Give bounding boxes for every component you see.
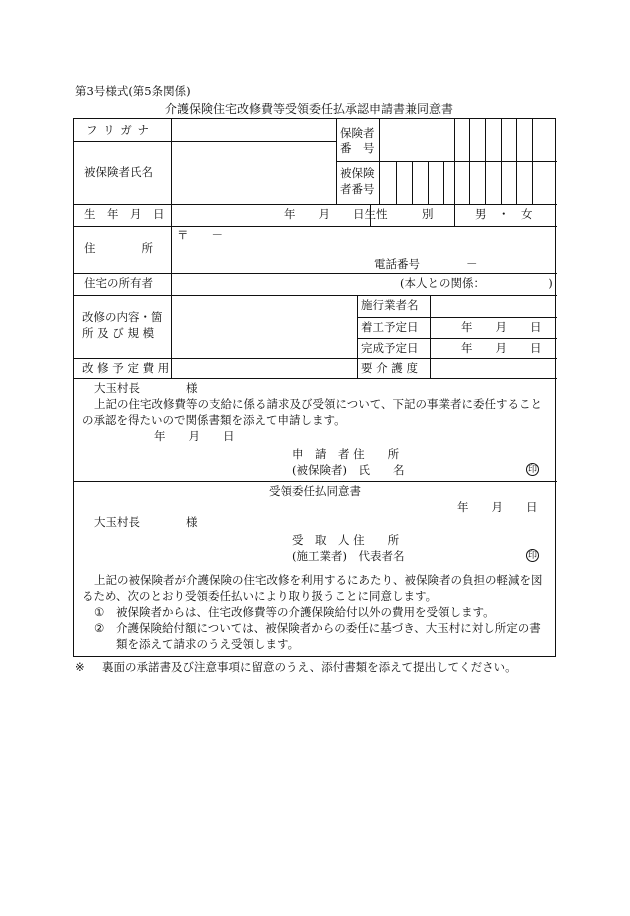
sex-label: 性 別 (376, 207, 434, 221)
request-addressee: 大玉村長 様 (94, 381, 198, 395)
consent-body: るため、次のとおり受領委任払いにより取り扱うことに同意します。 (82, 589, 438, 603)
consent-heading: 受領委任払同意書 (269, 484, 361, 498)
relation-field: (本人との関係： ) (400, 276, 553, 290)
rule (396, 161, 397, 204)
insured-number-label: 者番号 (340, 182, 375, 196)
rule (379, 119, 380, 204)
birthdate-label: 生 年 月 日 (84, 207, 165, 221)
form-code: 第3号様式(第5条関係) (75, 84, 191, 98)
contractor-name-label: 施行業者名 (361, 298, 419, 312)
rule (454, 119, 455, 204)
renovation-label: 改修の内容・箇 (82, 310, 163, 324)
rule (336, 119, 337, 204)
rule (74, 295, 557, 296)
rule (74, 358, 557, 359)
recipient-name: (施工業者) 代表者名 (292, 549, 405, 563)
postal-code-field: 〒 － (177, 228, 223, 242)
application-form (73, 118, 556, 657)
request-date: 年 月 日 (154, 429, 235, 443)
start-date-label: 着工予定日 (361, 320, 419, 334)
form-title: 介護保険住宅改修費等受領委任払承認申請書兼同意書 (165, 102, 454, 116)
address-label: 住 所 (84, 241, 153, 255)
rule (171, 119, 172, 378)
start-date-value: 年 月 日 (461, 320, 542, 334)
consent-item: 介護保険給付額については、被保険者からの委任に基づき、大玉村に対し所定の書 (116, 621, 541, 635)
seal-mark: 印 (527, 465, 537, 475)
rule (357, 295, 358, 378)
owner-label: 住宅の所有者 (84, 276, 153, 290)
rule (357, 317, 557, 318)
rule (336, 161, 557, 162)
sex-options: 男 ・ 女 (475, 207, 533, 221)
consent-item-number: ① (94, 605, 105, 619)
consent-body: 上記の被保険者が介護保険の住宅改修を利用するにあたり、被保険者の負担の軽減を図 (94, 573, 543, 587)
rule (516, 119, 517, 204)
rule (74, 141, 336, 142)
furigana-label: フ リ ガ ナ (86, 123, 150, 137)
insured-number-label: 被保険 (340, 166, 375, 180)
footnote-mark: ※ (75, 660, 85, 674)
request-body: 上記の住宅改修費等の支給に係る請求及び受領について、下記の事業者に委任すること (94, 397, 543, 411)
consent-item-number: ② (94, 621, 105, 635)
rule (74, 481, 557, 482)
request-body: の承認を得たいので関係書類を添えて申請します。 (82, 413, 346, 427)
insurer-number-label: 番 号 (340, 141, 375, 155)
recipient-address: 受 取 人 住 所 (292, 533, 400, 547)
rule (532, 119, 533, 204)
seal-mark: 印 (527, 551, 537, 561)
applicant-name: (被保険者) 氏 名 (292, 463, 405, 477)
phone-field: 電話番号 － (374, 257, 478, 271)
footnote: 裏面の承諾書及び注意事項に留意のうえ、添付書類を添えて提出してください。 (102, 660, 517, 674)
rule (443, 161, 444, 204)
rule (74, 204, 557, 205)
consent-date: 年 月 日 (457, 500, 538, 514)
consent-item: 類を添えて請求のうえ受領します。 (116, 637, 300, 651)
rule (485, 119, 486, 204)
rule (501, 119, 502, 204)
insurer-number-label: 保険者 (340, 126, 375, 140)
renovation-label: 所 及 び 規 模 (82, 326, 155, 340)
completion-date-label: 完成予定日 (361, 341, 419, 355)
applicant-address: 申 請 者 住 所 (292, 447, 400, 461)
rule (357, 338, 557, 339)
completion-date-value: 年 月 日 (461, 341, 542, 355)
rule (428, 161, 429, 204)
cost-label: 改 修 予 定 費 用 (82, 361, 170, 375)
consent-item: 被保険者からは、住宅改修費等の介護保険給付以外の費用を受領します。 (116, 605, 495, 619)
rule (74, 273, 557, 274)
rule (412, 161, 413, 204)
care-level-label: 要 介 護 度 (361, 361, 418, 375)
birthdate-value: 年 月 日生 (284, 207, 376, 221)
rule (469, 119, 470, 204)
consent-addressee: 大玉村長 様 (94, 515, 198, 529)
rule (74, 226, 557, 227)
insured-name-label: 被保険者氏名 (84, 165, 153, 179)
rule (74, 378, 557, 379)
rule (430, 295, 431, 378)
rule (454, 204, 455, 226)
